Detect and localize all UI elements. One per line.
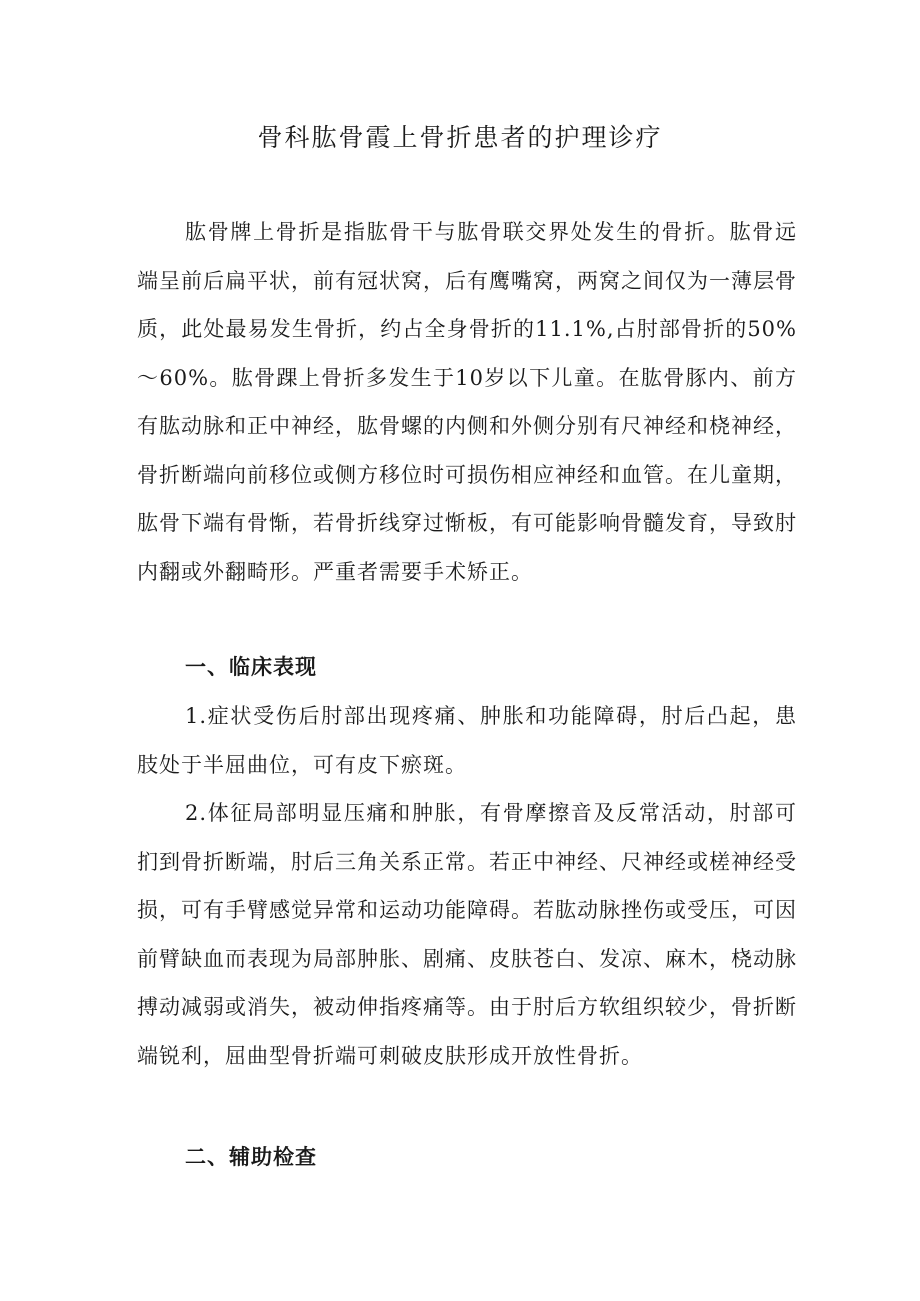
intro-paragraph: 肱骨牌上骨折是指肱骨干与肱骨联交界处发生的骨折。肱骨远端呈前后扁平状，前有冠状窝，后有鹰嘴窝，两窝之间仅为一薄层骨质，此处最易发生骨折，约占全身骨折的11.1%,占肘部骨折的50%～60%。肱骨踝上骨折多发生于10岁以下儿童。在肱骨豚内、前方有肱动脉和正中神经，肱骨螺的内侧和外侧分别有尺神经和桡神经，骨折断端向前移位或侧方移位时可损伤相应神经和血管。在儿童期，肱骨下端有骨惭，若骨折线穿过惭板，有可能影响骨髓发育，导致肘内翻或外翻畸形。严重者需要手术矫正。: [137, 220, 797, 584]
section-heading-exam: 二、辅助检查: [185, 1145, 317, 1169]
clinical-item-signs: 2.体征局部明显压痛和肿胀，有骨摩擦音及反常活动，肘部可扪到骨折断端，肘后三角关系正常。若正中神经、尺神经或槎神经受损，可有手臂感觉异常和运动功能障碍。若肱动脉挫伤或受压，可因前臂缺血而表现为局部肿胀、剧痛、皮肤苍白、发凉、麻木，桡动脉搏动减弱或消失，被动伸指疼痛等。由于肘后方软组织较少，骨折断端锐利，屈曲型骨折端可刺破皮肤形成开放性骨折。: [137, 801, 797, 1068]
section-heading-clinical: 一、临床表现: [185, 655, 317, 679]
document-title: 骨科肱骨霞上骨折患者的护理诊疗: [257, 123, 663, 152]
clinical-item-symptoms: 1.症状受伤后肘部出现疼痛、肿胀和功能障碍，肘后凸起，患肢处于半屈曲位，可有皮下瘀斑。: [137, 704, 797, 777]
